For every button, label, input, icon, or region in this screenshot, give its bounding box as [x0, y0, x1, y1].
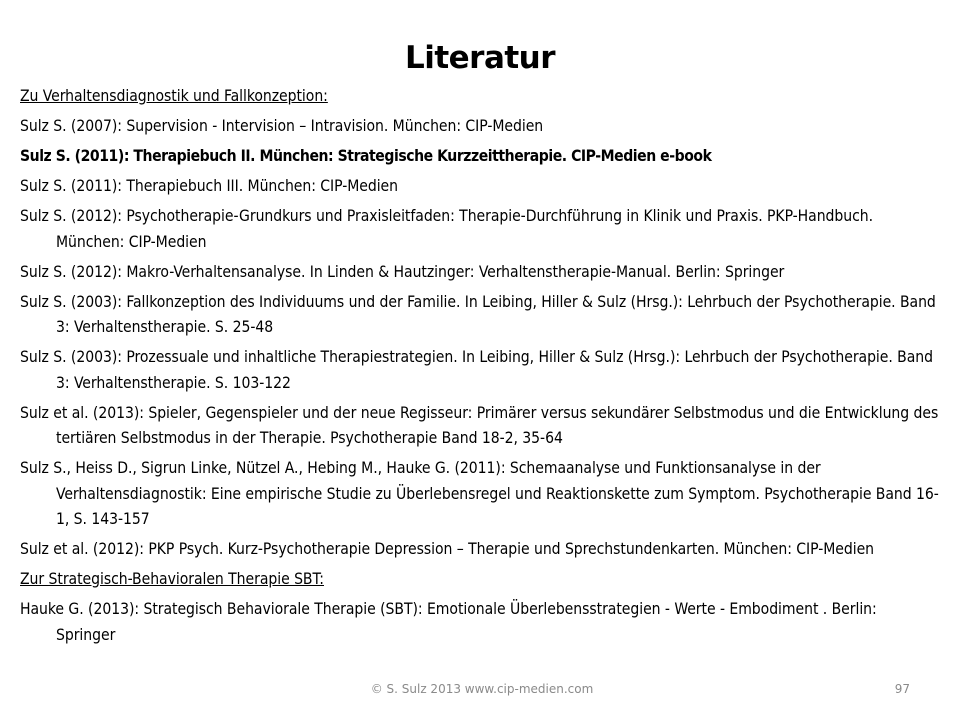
reference-item: Hauke G. (2013): Strategisch Behaviorale Therapie (SBT): Emotionale Überlebensstrategien - Werte - Embodiment . Berlin: Springer	[20, 600, 877, 644]
footer-copyright: © S. Sulz 2013 www.cip-medien.com	[370, 682, 594, 696]
slide-title: Literatur	[404, 40, 556, 76]
reference-item: Sulz et al. (2012): PKP Psych. Kurz-Psychotherapie Depression – Therapie und Sprechstundenkarten. München: CIP-Medien	[20, 540, 874, 558]
section-heading-sbt: Zur Strategisch-Behavioralen Therapie SBT:	[20, 570, 324, 588]
reference-item: Sulz S. (2007): Supervision - Intervision – Intravision. München: CIP-Medien	[20, 117, 544, 135]
bibliography	[20, 84, 940, 653]
reference-item: Sulz S. (2003): Fallkonzeption des Individuums und der Familie. In Leibing, Hiller & Sulz (Hrsg.): Lehrbuch der Psychotherapie. Band 3: Verhaltenstherapie. S. 25-48	[20, 292, 936, 336]
reference-item: Sulz S. (2011): Therapiebuch III. München: CIP-Medien	[20, 177, 398, 195]
reference-item: Sulz S., Heiss D., Sigrun Linke, Nützel A., Hebing M., Hauke G. (2011): Schemaanalyse und Funktionsanalyse in der Verhaltensdiagnostik: Eine empirische Studie zu Überlebensregel und Reaktionskette zum Symptom. Psychotherapie Band 16-1, S. 143-157	[20, 459, 939, 528]
page-number: 97	[894, 682, 910, 696]
reference-item: Sulz S. (2012): Makro-Verhaltensanalyse. In Linden & Hautzinger: Verhaltenstherapie-Manual. Berlin: Springer	[20, 262, 785, 281]
reference-item: Sulz et al. (2013): Spieler, Gegenspieler und der neue Regisseur: Primärer versus sekundärer Selbstmodus und die Entwicklung des tertiären Selbstmodus in der Therapie. Psychotherapie Band 18-2, 35-64	[20, 403, 939, 447]
reference-item: Sulz S. (2012): Psychotherapie-Grundkurs und Praxisleitfaden: Therapie-Durchführung in Klinik und Praxis. PKP-Handbuch. München: CIP-Medien	[20, 207, 874, 251]
reference-item: Sulz S. (2003): Prozessuale und inhaltliche Therapiestrategien. In Leibing, Hiller & Sulz (Hrsg.): Lehrbuch der Psychotherapie. Band 3: Verhaltenstherapie. S. 103-122	[20, 348, 933, 392]
reference-item-highlighted: Sulz S. (2011): Therapiebuch II. München: Strategische Kurzzeittherapie. CIP-Medien e-book	[20, 147, 712, 165]
section-heading-verhaltensdiagnostik: Zu Verhaltensdiagnostik und Fallkonzeption:	[20, 87, 328, 105]
